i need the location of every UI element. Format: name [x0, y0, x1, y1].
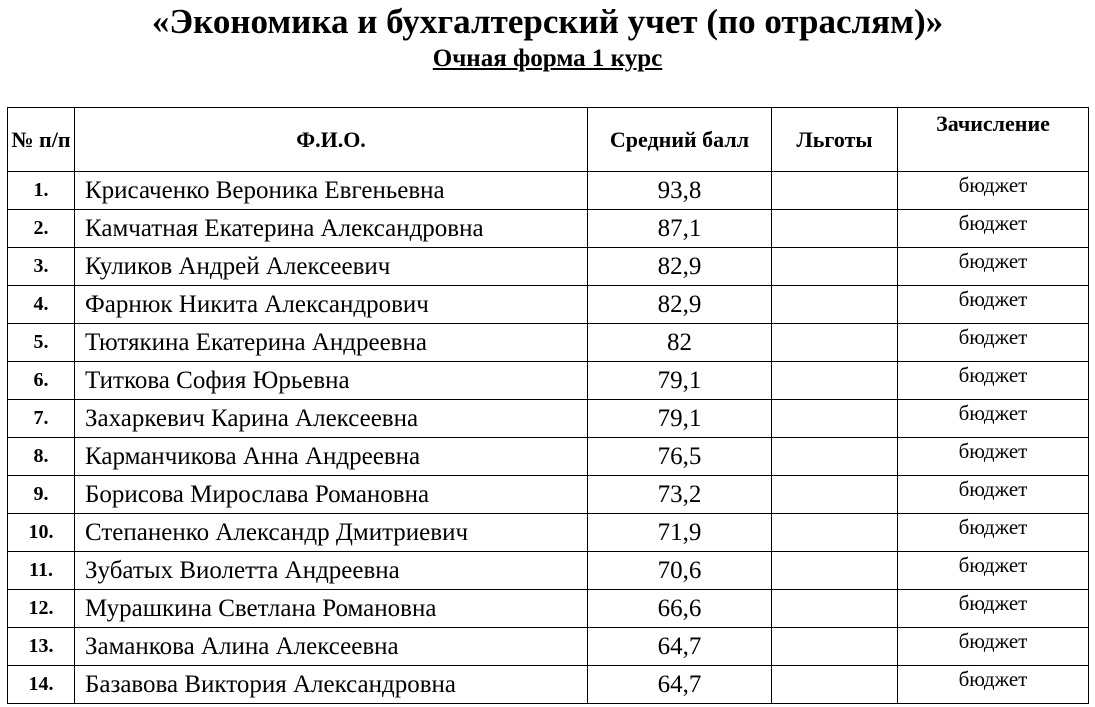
benefits-cell — [772, 438, 898, 476]
column-header-name: Ф.И.О. — [75, 108, 588, 172]
average-score: 64,7 — [588, 666, 772, 704]
row-number: 7. — [8, 400, 75, 438]
benefits-cell — [772, 248, 898, 286]
benefits-cell — [772, 286, 898, 324]
student-name: Степаненко Александр Дмитриевич — [75, 514, 588, 552]
row-number: 6. — [8, 362, 75, 400]
benefits-cell — [772, 400, 898, 438]
benefits-cell — [772, 552, 898, 590]
enrollment-status: бюджет — [898, 590, 1089, 628]
student-name: Карманчикова Анна Андреевна — [75, 438, 588, 476]
student-name: Фарнюк Никита Александрович — [75, 286, 588, 324]
row-number: 14. — [8, 666, 75, 704]
student-name: Камчатная Екатерина Александровна — [75, 210, 588, 248]
column-header-number-label: № п/п — [11, 126, 71, 152]
student-name: Борисова Мирослава Романовна — [75, 476, 588, 514]
enrollment-status: бюджет — [898, 324, 1089, 362]
enrollment-status: бюджет — [898, 286, 1089, 324]
row-number: 8. — [8, 438, 75, 476]
average-score: 70,6 — [588, 552, 772, 590]
student-name: Базавова Виктория Александровна — [75, 666, 588, 704]
enrollment-status: бюджет — [898, 438, 1089, 476]
row-number: 9. — [8, 476, 75, 514]
table-row — [8, 286, 1089, 324]
table-header-row — [8, 108, 1089, 172]
enrollment-table — [7, 107, 1089, 704]
table-row — [8, 666, 1089, 704]
student-name: Зубатых Виолетта Андреевна — [75, 552, 588, 590]
enrollment-status: бюджет — [898, 210, 1089, 248]
average-score: 71,9 — [588, 514, 772, 552]
student-name: Титкова София Юрьевна — [75, 362, 588, 400]
table-row — [8, 172, 1089, 210]
table-row — [8, 248, 1089, 286]
table-body — [8, 172, 1089, 704]
row-number: 2. — [8, 210, 75, 248]
table-row — [8, 400, 1089, 438]
table-row — [8, 324, 1089, 362]
student-name: Заманкова Алина Алексеевна — [75, 628, 588, 666]
student-name: Захаркевич Карина Алексеевна — [75, 400, 588, 438]
average-score: 66,6 — [588, 590, 772, 628]
average-score: 76,5 — [588, 438, 772, 476]
column-header-benefits: Льготы — [772, 108, 898, 172]
benefits-cell — [772, 476, 898, 514]
enrollment-status: бюджет — [898, 476, 1089, 514]
row-number: 13. — [8, 628, 75, 666]
row-number: 12. — [8, 590, 75, 628]
benefits-cell — [772, 514, 898, 552]
row-number: 10. — [8, 514, 75, 552]
student-name: Куликов Андрей Алексеевич — [75, 248, 588, 286]
benefits-cell — [772, 666, 898, 704]
table-row — [8, 590, 1089, 628]
document-subtitle: Очная форма 1 курс — [432, 45, 663, 72]
enrollment-status: бюджет — [898, 172, 1089, 210]
row-number: 5. — [8, 324, 75, 362]
average-score: 73,2 — [588, 476, 772, 514]
average-score: 64,7 — [588, 628, 772, 666]
average-score: 82,9 — [588, 248, 772, 286]
table-row — [8, 476, 1089, 514]
enrollment-status: бюджет — [898, 362, 1089, 400]
average-score: 87,1 — [588, 210, 772, 248]
enrollment-status: бюджет — [898, 248, 1089, 286]
student-name: Мурашкина Светлана Романовна — [75, 590, 588, 628]
table-row — [8, 552, 1089, 590]
average-score: 82 — [588, 324, 772, 362]
enrollment-status: бюджет — [898, 666, 1089, 704]
table-row — [8, 514, 1089, 552]
benefits-cell — [772, 362, 898, 400]
column-header-score — [588, 108, 772, 172]
benefits-cell — [772, 628, 898, 666]
student-name: Тютякина Екатерина Андреевна — [75, 324, 588, 362]
enrollment-status: бюджет — [898, 514, 1089, 552]
table-row — [8, 362, 1089, 400]
average-score: 82,9 — [588, 286, 772, 324]
average-score: 79,1 — [588, 400, 772, 438]
enrollment-status: бюджет — [898, 400, 1089, 438]
average-score: 93,8 — [588, 172, 772, 210]
benefits-cell — [772, 210, 898, 248]
row-number: 1. — [8, 172, 75, 210]
table-row — [8, 628, 1089, 666]
average-score: 79,1 — [588, 362, 772, 400]
table-row — [8, 210, 1089, 248]
table-row — [8, 438, 1089, 476]
enrollment-status: бюджет — [898, 628, 1089, 666]
column-header-enrollment: Зачисление — [898, 108, 1089, 172]
document-title: «Экономика и бухгалтерский учет (по отраслям)» — [151, 2, 944, 41]
benefits-cell — [772, 590, 898, 628]
row-number: 11. — [8, 552, 75, 590]
column-header-score-label: Средний балл — [609, 126, 750, 152]
benefits-cell — [772, 172, 898, 210]
row-number: 4. — [8, 286, 75, 324]
enrollment-status: бюджет — [898, 552, 1089, 590]
benefits-cell — [772, 324, 898, 362]
student-name: Крисаченко Вероника Евгеньевна — [75, 172, 588, 210]
row-number: 3. — [8, 248, 75, 286]
column-header-number — [8, 108, 75, 172]
